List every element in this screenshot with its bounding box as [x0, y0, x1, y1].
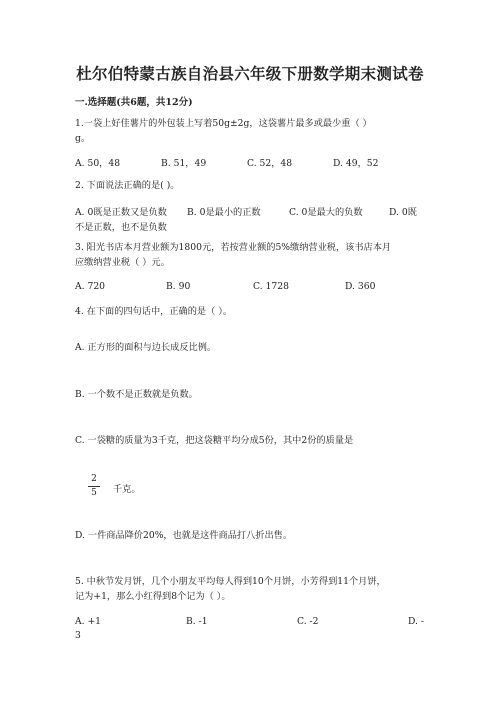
fraction-denominator: 5	[91, 488, 97, 498]
question-2-stem: 2. 下面说法正确的是( )。	[75, 180, 180, 191]
fraction-unit: 千克。	[113, 484, 141, 495]
question-4-option-a: A. 正方形的面积与边长成反比例。	[75, 342, 217, 353]
question-2-option-a: A. 0既是正数又是负数	[75, 207, 167, 218]
fraction-bar	[88, 486, 100, 487]
question-5-stem-line2: 记为+1，那么小红得到8个记为（ ）。	[75, 591, 231, 602]
question-1-option-c: C. 52，48	[247, 158, 293, 169]
question-5-option-d-wrap: 3	[75, 630, 81, 641]
question-4-option-b: B. 一个数不是正数就是负数。	[75, 389, 198, 400]
question-4-stem: 4. 在下面的四句话中，正确的是（ ）。	[75, 306, 233, 317]
question-1-option-d: D. 49，52	[333, 158, 379, 169]
page-title: 杜尔伯特蒙古族自治县六年级下册数学期末测试卷	[76, 64, 424, 83]
question-5-option-c: C. -2	[297, 616, 319, 627]
question-5-option-d: D. -	[408, 616, 424, 627]
fraction-two-fifths	[88, 474, 100, 499]
question-2-option-c: C. 0是最大的负数	[289, 207, 363, 218]
section-heading: 一.选择题(共6题，共12分)	[75, 97, 193, 108]
question-5-option-b: B. -1	[186, 616, 208, 627]
question-3-option-c: C. 1728	[253, 281, 289, 292]
fraction-numerator: 2	[91, 474, 97, 484]
question-3-option-d: D. 360	[345, 281, 376, 292]
question-4-option-c: C. 一袋糖的质量为3千克，把这袋糖平均分成5份，其中2份的质量是	[75, 435, 354, 446]
question-5-option-a: A. +1	[75, 616, 102, 627]
question-4-option-d: D. 一件商品降价20%，也就是这件商品打八折出售。	[75, 530, 293, 541]
question-2-option-b: B. 0是最小的正数	[187, 207, 261, 218]
question-3-option-b: B. 90	[166, 281, 191, 292]
question-2-option-d-wrap: 不是正数，也不是负数	[75, 222, 167, 233]
question-3-option-a: A. 720	[75, 281, 106, 292]
question-1-stem-line2: g。	[75, 133, 91, 144]
question-3-stem-line2: 应缴纳营业税（ ）元。	[75, 257, 170, 268]
question-1-option-b: B. 51，49	[161, 158, 207, 169]
question-1-option-a: A. 50，48	[75, 158, 121, 169]
question-5-stem-line1: 5. 中秋节发月饼，几个小朋友平均每人得到10个月饼，小芳得到11个月饼，	[75, 576, 386, 587]
question-1-stem-line1: 1.一袋上好佳薯片的外包装上写着50g±2g，这袋薯片最多或最少重（ ）	[75, 118, 372, 129]
question-2-option-d: D. 0既	[389, 207, 417, 218]
question-3-stem-line1: 3. 阳光书店本月营业额为1800元，若按营业额的5%缴纳营业税，该书店本月	[75, 242, 392, 253]
